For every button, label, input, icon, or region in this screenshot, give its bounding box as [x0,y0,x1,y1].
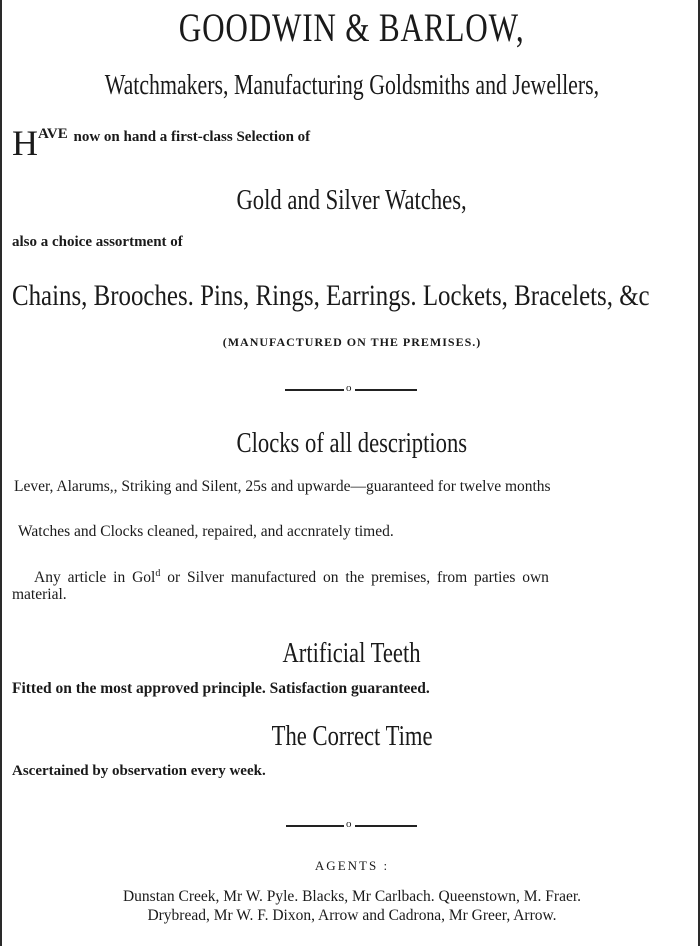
time-detail: Ascertained by observation every week. [12,763,266,779]
time-heading [2,720,700,753]
clocks-detail: Lever, Alarums,, Striking and Silent, 25s and upwarde—guaranteed for twelve months [14,478,551,495]
article-line-end: or Silver manufactured on the premises, from parties own [167,569,549,587]
intro-caps: AVE [38,126,68,142]
clocks-heading-text: Clocks of all descriptions [236,427,468,459]
drop-cap: H [12,123,38,163]
divider-bar-right [355,389,417,391]
watches-heading [2,184,700,217]
divider-bottom [2,818,700,834]
divider-mark: o [346,818,352,830]
divider-bar-left [285,389,344,391]
divider-top [2,382,700,398]
teeth-heading-text: Artificial Teeth [282,637,422,669]
article-line [34,568,549,587]
jewellery-line [12,279,700,313]
divider-bar-right [355,825,417,827]
jewellery-line-text: Chains, Brooches. Pins, Rings, Earrings. Lockets, Bracelets, &c [12,279,650,312]
article-line-cont: material. [12,586,67,603]
firm-name-text: GOODWIN & BARLOW, [179,5,525,50]
agents-heading: AGENTS : [314,858,390,873]
trades-text: Watchmakers, Manufacturing Goldsmiths and Jewellers, [104,70,600,101]
divider-mark: o [346,382,352,394]
clocks-heading [2,427,700,460]
watches-heading-text: Gold and Silver Watches, [236,184,468,216]
teeth-heading [2,637,700,670]
article-line-start: Any article in Gol [34,569,156,587]
article-superscript: d [155,568,161,579]
firm-name [2,4,700,51]
agents-line-2: Drybread, Mr W. F. Dixon, Arrow and Cadrona, Mr Greer, Arrow. [147,907,557,924]
time-heading-text: The Correct Time [271,720,433,752]
agents-line-1: Dunstan Creek, Mr W. Pyle. Blacks, Mr Carlbach. Queenstown, M. Fraer. [122,888,582,905]
intro-rest: now on hand a first-class Selection of [73,129,311,145]
intro-line [12,123,311,163]
repair-line: Watches and Clocks cleaned, repaired, and accnrately timed. [18,523,394,540]
manufactured-note: (MANUFACTURED ON THE PREMISES.) [222,335,482,349]
divider-bar-left [286,825,344,827]
teeth-detail: Fitted on the most approved principle. Satisfaction guaranteed. [12,680,430,697]
trades-line [2,70,700,102]
assortment-line: also a choice assortment of [12,234,183,250]
